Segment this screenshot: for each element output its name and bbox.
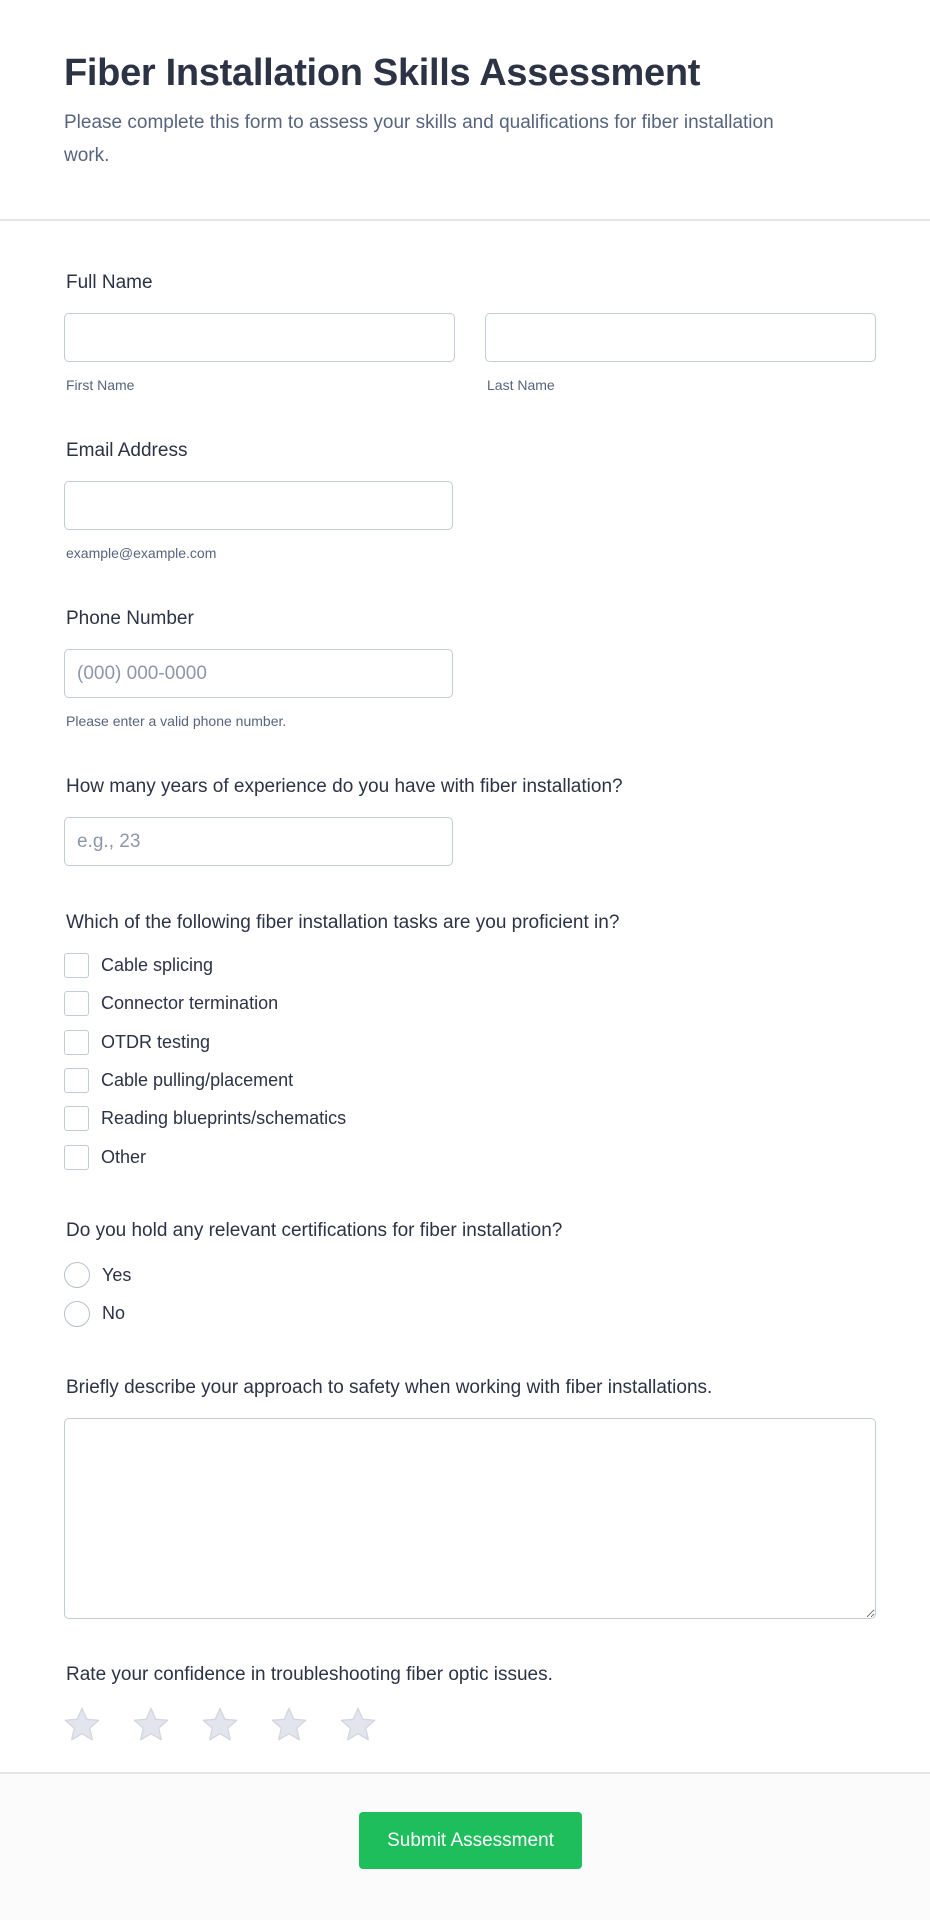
star-icon[interactable] [131,1705,171,1745]
certifications-label: Do you hold any relevant certifications for fiber installation? [66,1220,563,1241]
header-divider [0,219,930,221]
experience-input[interactable] [64,817,453,866]
task-option[interactable] [64,991,278,1016]
task-option[interactable] [64,953,213,978]
option-label: Other [101,1146,147,1167]
phone-label: Phone Number [66,608,194,629]
full-name-label: Full Name [66,272,153,293]
task-option[interactable] [64,1106,346,1131]
option-label: Cable splicing [101,955,214,975]
option-label: No [102,1303,126,1323]
submit-button[interactable]: Submit Assessment [359,1812,582,1869]
star-icon[interactable] [338,1705,378,1745]
first-name-input[interactable] [64,313,455,362]
footer-divider [0,1772,930,1774]
email-sublabel: example@example.com [66,545,217,561]
checkbox[interactable] [64,991,89,1016]
star-rating [62,1705,378,1745]
page-title: Fiber Installation Skills Assessment [64,52,701,94]
safety-textarea[interactable] [64,1418,876,1619]
tasks-label: Which of the following fiber installation tasks are you proficient in? [66,912,620,933]
radio-button[interactable] [64,1262,90,1288]
star-icon[interactable] [200,1705,240,1745]
option-label: OTDR testing [101,1031,211,1052]
certification-option[interactable] [64,1301,125,1327]
option-label: Reading blueprints/schematics [101,1108,347,1129]
rating-label: Rate your confidence in troubleshooting fiber optic issues. [66,1664,553,1685]
option-label: Cable pulling/placement [101,1069,294,1090]
star-icon[interactable] [62,1705,102,1745]
task-option[interactable] [64,1030,210,1055]
phone-input[interactable] [64,649,453,698]
radio-button[interactable] [64,1301,90,1327]
last-name-input[interactable] [485,313,876,362]
task-option[interactable] [64,1145,146,1170]
safety-label: Briefly describe your approach to safety when working with fiber installations. [66,1377,713,1398]
certification-option[interactable] [64,1262,131,1288]
last-name-sublabel: Last Name [487,377,555,393]
email-input[interactable] [64,481,453,530]
checkbox[interactable] [64,1145,89,1170]
star-icon[interactable] [269,1705,309,1745]
experience-label: How many years of experience do you have with fiber installation? [66,776,623,797]
checkbox[interactable] [64,953,89,978]
task-option[interactable] [64,1068,293,1093]
checkbox[interactable] [64,1106,89,1131]
option-label: Connector termination [101,993,279,1014]
option-label: Yes [102,1264,132,1285]
first-name-sublabel: First Name [66,377,135,393]
email-label: Email Address [66,440,188,461]
page-description: Please complete this form to assess your skills and qualifications for fiber installation work. [64,112,774,166]
checkbox[interactable] [64,1030,89,1055]
checkbox[interactable] [64,1068,89,1093]
phone-sublabel: Please enter a valid phone number. [66,713,287,729]
